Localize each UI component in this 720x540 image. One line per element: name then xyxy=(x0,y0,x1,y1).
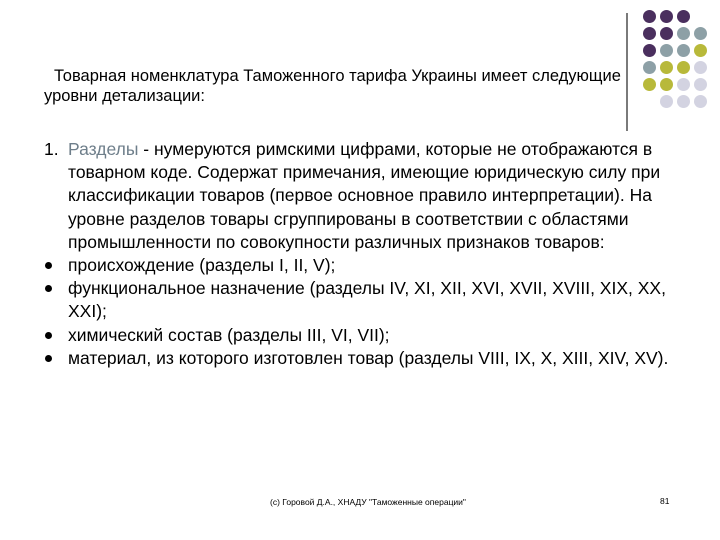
bullet-icon xyxy=(44,254,68,277)
bullet-item xyxy=(44,324,684,347)
item-body xyxy=(68,138,684,254)
decorative-dot xyxy=(677,10,690,23)
slide-content xyxy=(44,138,684,370)
item-heading: Разделы xyxy=(68,139,139,159)
bullet-item xyxy=(44,347,684,370)
bullet-item xyxy=(44,277,684,323)
decorative-dot xyxy=(677,95,690,108)
decorative-dot xyxy=(694,61,707,74)
decorative-divider-line xyxy=(626,13,628,131)
decorative-dot xyxy=(677,78,690,91)
bullet-icon xyxy=(44,324,68,347)
item-number: 1. xyxy=(44,139,59,159)
bullet-text: химический состав (разделы III, VI, VII); xyxy=(68,324,390,345)
numbered-item xyxy=(44,138,684,254)
bullet-item xyxy=(44,254,684,277)
decorative-dot xyxy=(660,27,673,40)
decorative-dot xyxy=(694,95,707,108)
bullet-text: происхождение (разделы I, II, V); xyxy=(68,255,336,276)
decorative-dot-grid xyxy=(643,10,715,114)
slide-title xyxy=(44,66,624,106)
bullet-text: функциональное назначение (разделы IV, XI, XII, XVI, XVII, XVIII, XIX, XX, XXI); xyxy=(68,278,666,322)
decorative-dot xyxy=(660,78,673,91)
decorative-dot xyxy=(643,10,656,23)
decorative-dot xyxy=(694,27,707,40)
bullet-icon xyxy=(44,277,68,323)
decorative-dot xyxy=(643,44,656,57)
page-number: 81 xyxy=(660,496,670,506)
decorative-dot xyxy=(660,61,673,74)
decorative-dot xyxy=(660,44,673,57)
slide-title-text: Товарная номенклатура Таможенного тарифа Украины имеет следующие уровни детализации: xyxy=(44,67,621,105)
decorative-dot xyxy=(660,95,673,108)
decorative-dot xyxy=(677,27,690,40)
bullet-text: материал, из которого изготовлен товар (разделы VIII, IX, X, XIII, XIV, XV). xyxy=(68,347,669,368)
slide-footer: (с) Горовой Д.А., ХНАДУ "Таможенные операции" xyxy=(270,497,466,507)
bullet-icon xyxy=(44,347,68,370)
decorative-dot xyxy=(643,78,656,91)
decorative-dot xyxy=(677,44,690,57)
decorative-dot xyxy=(677,61,690,74)
decorative-dot xyxy=(643,61,656,74)
decorative-dot xyxy=(660,10,673,23)
decorative-dot xyxy=(694,78,707,91)
decorative-dot xyxy=(694,44,707,57)
decorative-dot xyxy=(643,27,656,40)
item-text: - нумеруются римскими цифрами, которые не отображаются в товарном коде. Содержат примечания, имеющие юридическую силу при классификации товаров (первое основное правило интерпретации). На уровне разделов товары сгруппированы в соответствии с областями промышленности по совокупности различных признаков товаров: xyxy=(68,139,661,252)
